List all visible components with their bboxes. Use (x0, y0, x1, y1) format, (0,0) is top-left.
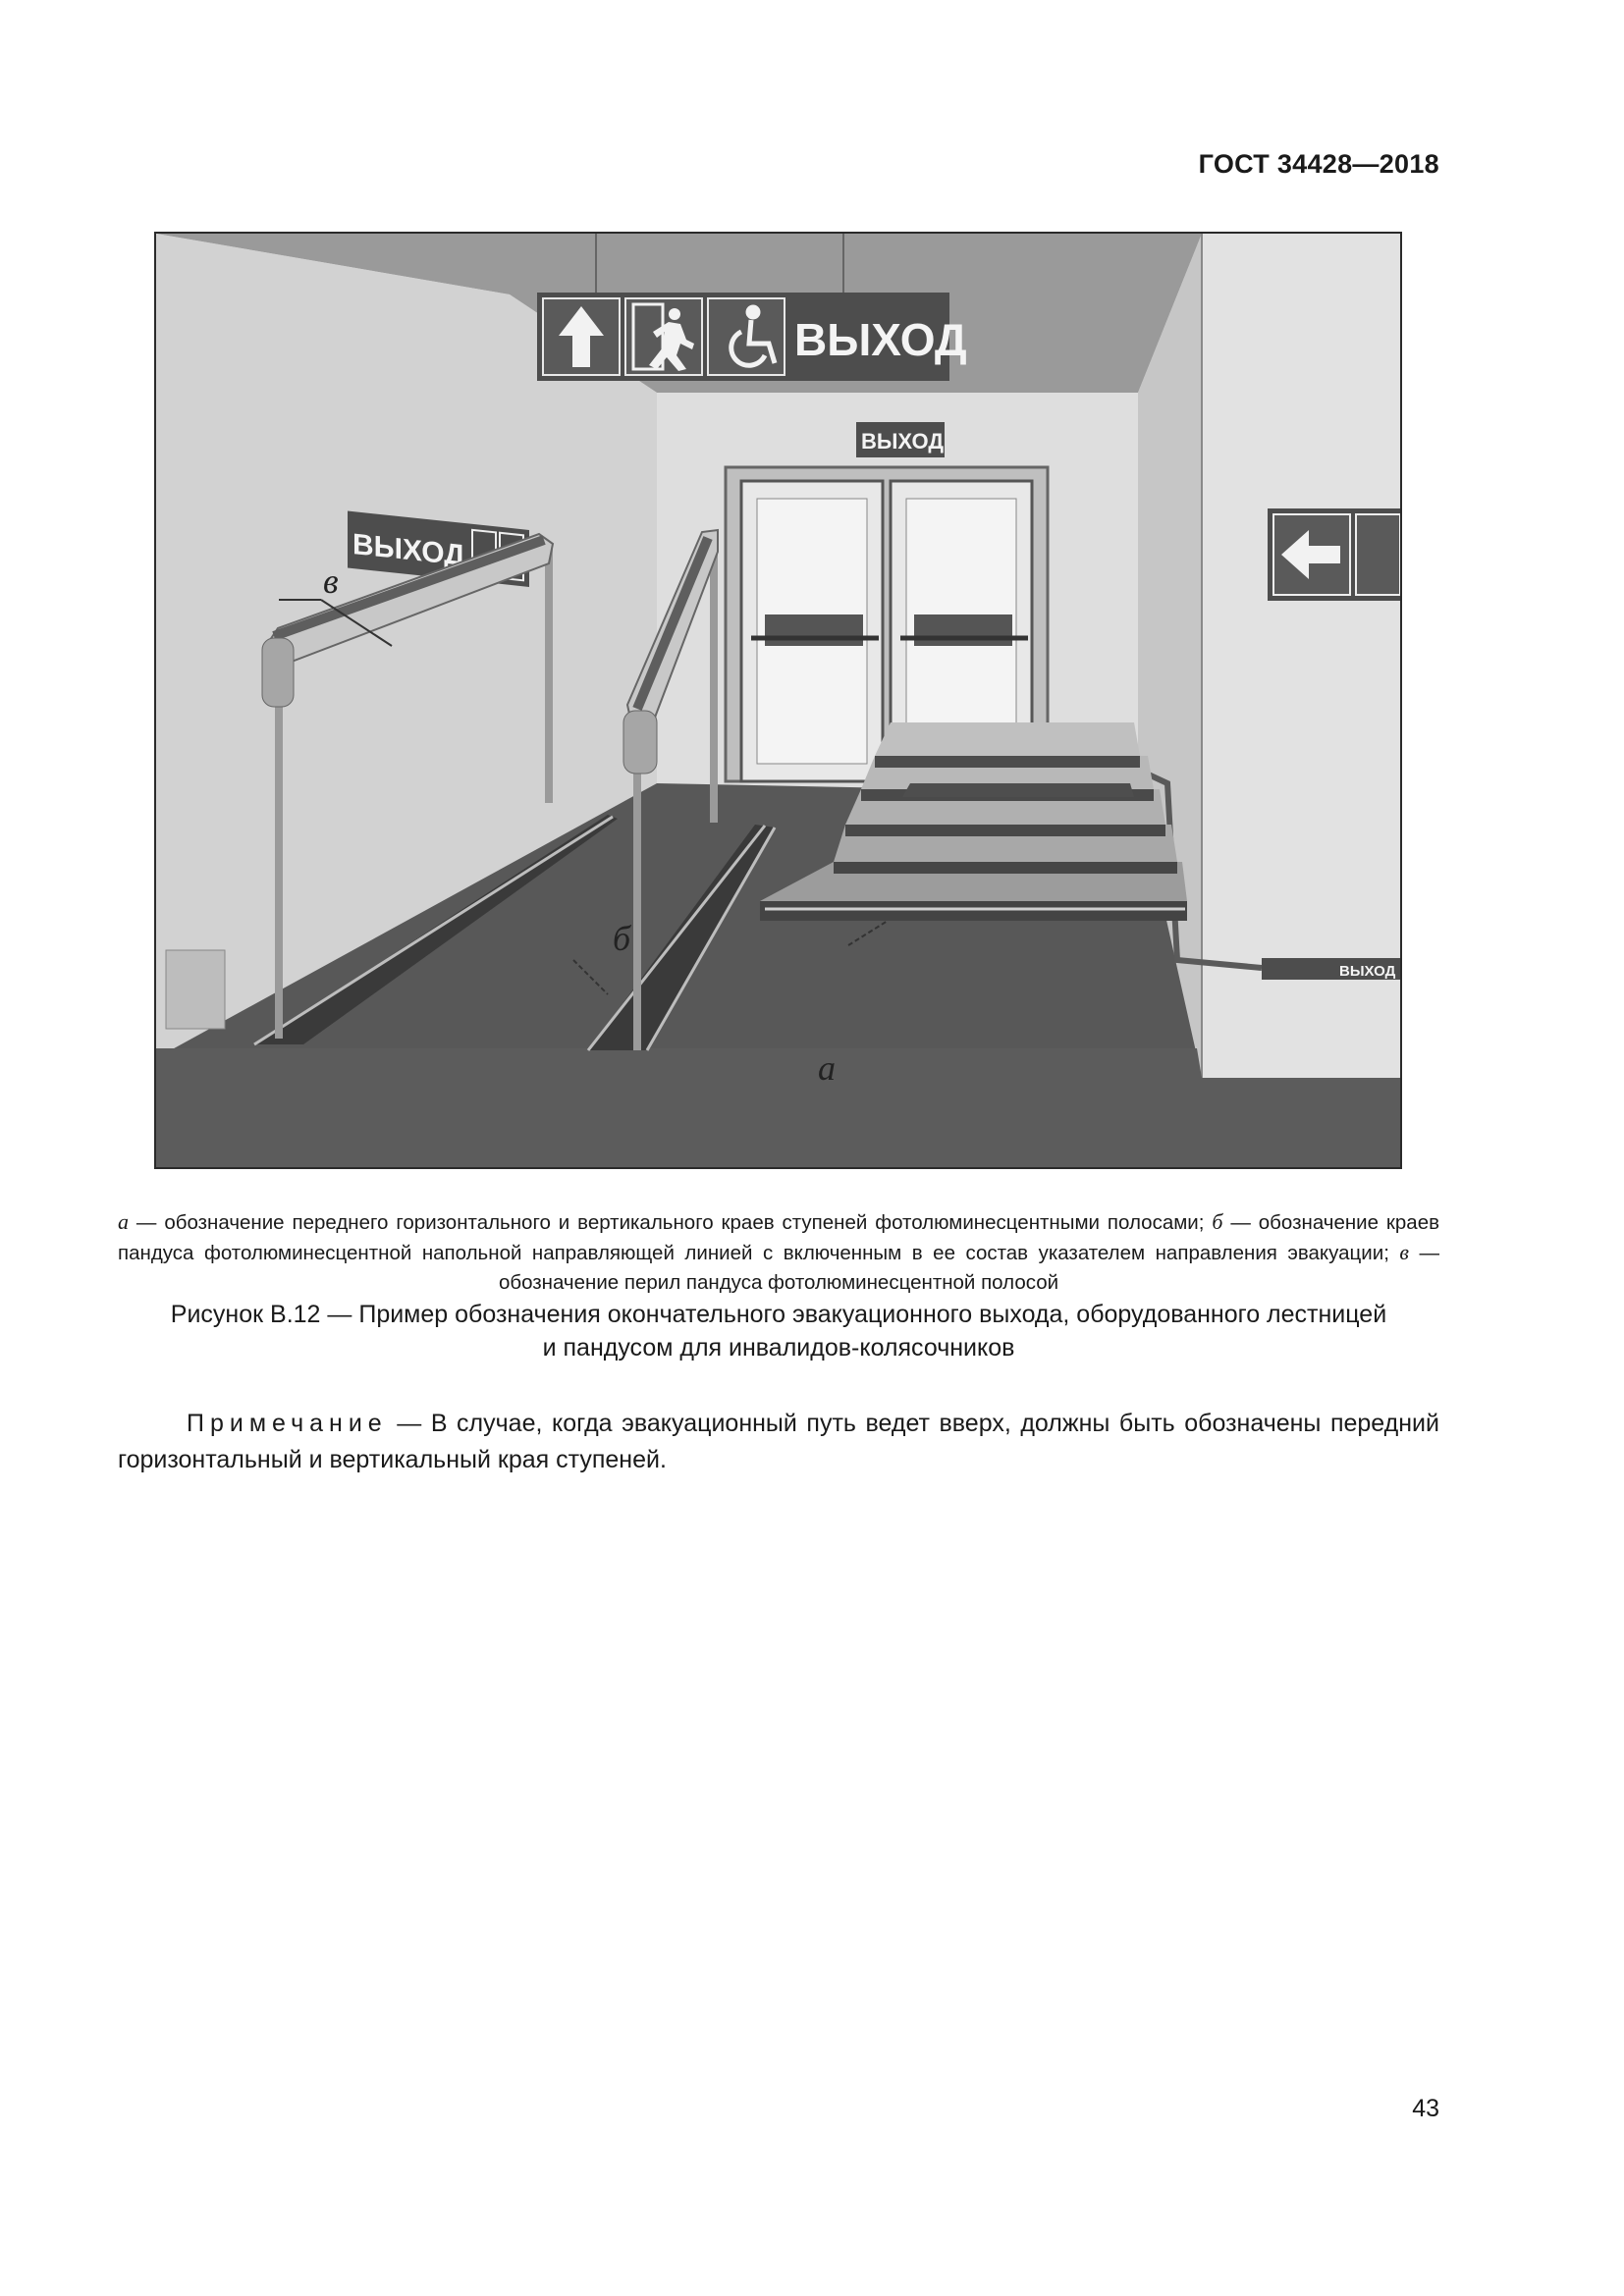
note-label: Примечание (187, 1410, 388, 1437)
figure-illustration (154, 232, 1402, 1169)
door-exit-sign (856, 422, 945, 457)
callout-a: а (818, 1048, 836, 1088)
low-wall-exit-sign (1262, 958, 1400, 980)
legend-text-b: — обозначение краев пандуса фотолюминесцентной напольной направляющей линией с включенным в ее состав указателем направления эвакуации; (118, 1211, 1439, 1264)
door-sign-text: ВЫХОД (861, 429, 945, 454)
legend-key-b: б (1212, 1209, 1223, 1234)
standard-designation: ГОСТ 34428—2018 (1198, 149, 1439, 179)
right-wall (1202, 234, 1400, 1078)
legend-text-a: — обозначение переднего горизонтального и вертикального краев ступеней фотолюминесцентными полосами; (129, 1211, 1213, 1234)
legend-key-v: в (1399, 1240, 1409, 1264)
caption-line-1: Рисунок В.12 — Пример обозначения окончательного эвакуационного выхода, оборудованного лестницей (170, 1301, 1387, 1328)
ceiling-exit-sign (537, 293, 967, 381)
legend-key-a: а (118, 1209, 129, 1234)
note-text: — В случае, когда эвакуационный путь ведет вверх, должны быть обозначены передний горизонтальный и вертикальный края ступеней. (118, 1410, 1439, 1473)
figure-legend (118, 1207, 1439, 1298)
low-sign-text: ВЫХОД (1339, 963, 1396, 980)
left-sign-text: ВЫХОД (352, 528, 465, 573)
exit-sign-text: ВЫХОД (794, 314, 967, 365)
right-wall-exit-sign (1268, 508, 1400, 601)
figure-caption (118, 1298, 1439, 1364)
page-number: 43 (1412, 2095, 1439, 2122)
callout-b: б (613, 919, 631, 958)
caption-line-2: и пандусом для инвалидов-колясочников (542, 1334, 1015, 1362)
note-paragraph (118, 1406, 1439, 1478)
legend-text-v: — обозначение перил пандуса фотолюминесцентной полосой (498, 1242, 1439, 1294)
callout-v: в (323, 561, 339, 601)
